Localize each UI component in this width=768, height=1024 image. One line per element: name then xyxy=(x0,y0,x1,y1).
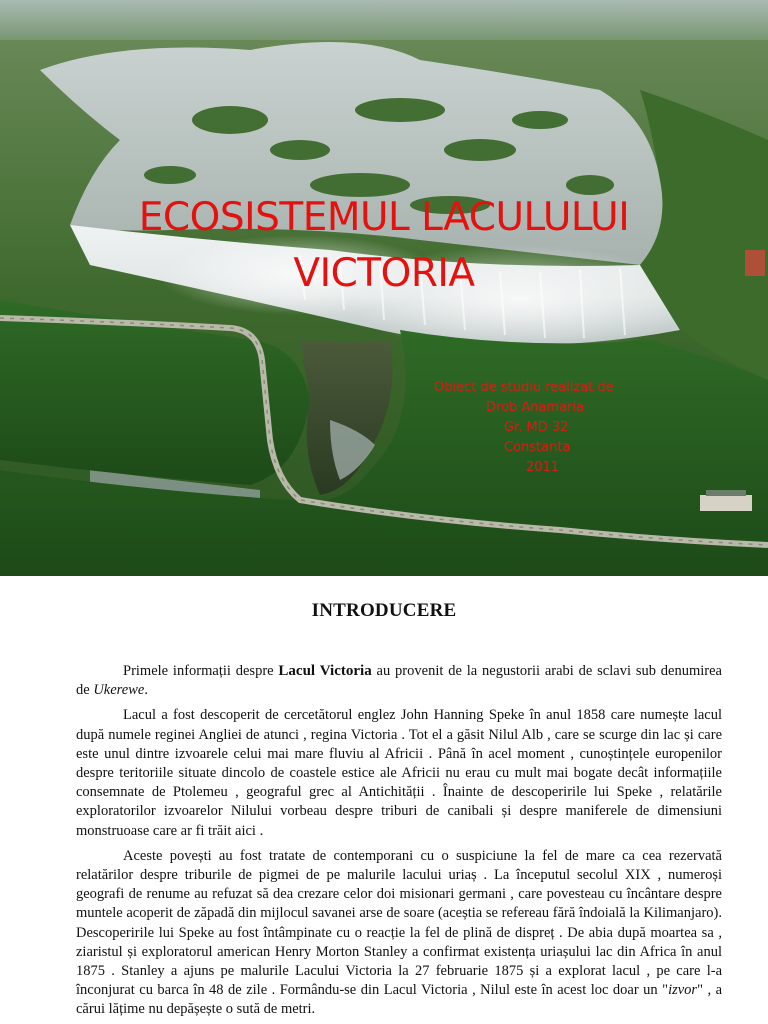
paragraph-3-text-a: Aceste povești au fost tratate de contemporani cu o suspiciune la fel de mare ca cea rezervată relatărilor despre triburile de pigmei de pe malurile lacului uriaș . La începutul secolul XIX , numeroși geografi de renume au refuzat să dea crezare celor doi misionari germani , care povesteau cu încântare despre muntele acoperit de zăpadă din mijlocul savanei arse de soare (aceștia se refereau fără îndoială la Kilimanjaro). Descoperirile lui Speke au fost întâmpinate cu o reacție la fel de plină de dispreț . De abia după moartea sa , ziaristul și exploratorul american Henry Morton Stanley a confirmat existența uriașului lac din Africa în anul 1875 . Stanley a ajuns pe malurile Lacului Victoria la 27 februarie 1875 și a explorat lacul , pe care l-a înconjurat cu barca în 48 de zile . Formându-se din Lacul Victoria , Nilul este în acest loc doar un " xyxy=(76,847,722,999)
document-text-page xyxy=(0,576,768,1024)
paragraph-2: Lacul a fost descoperit de cercetătorul englez John Hanning Speke în anul 1858 care numește lacul după numele reginei Angliei de atunci , regina Victoria . Tot el a găsit Nilul Alb , care se scurge din lac și care este unul dintre izvoarele celui mai mare fluviu al Africii . Până în acel moment , cunoștințele europenilor despre teritoriile situate dincolo de coastele estice ale Africii nu erau cu mult mai bogate decât informațiile consemnate de Ptolemeu , geograful grec al Antichității . Înainte de descoperirile lui Speke , relatările exploratorilor izvoarelor Nilului vorbeau despre triburi de canibali și despre maniferele de dimensiuni monstruoase care ar fi trăit aici . xyxy=(76,707,722,839)
ukerewe-italic: Ukerewe xyxy=(93,682,145,699)
cover-info-line: Obiect de studiu realizat de xyxy=(434,380,614,395)
cover-author-info xyxy=(410,378,680,478)
cover-info-line: Constanta xyxy=(504,440,571,455)
cover-title: ECOSISTEMUL LACULULUI VICTORIA xyxy=(138,195,630,296)
paragraph-1-text-c: au provenit de la negustorii arabi de sclavi sub denumirea de xyxy=(76,663,722,699)
cover-info-line: Drob Anamaria xyxy=(486,400,585,415)
cover-info-line: 2011 xyxy=(526,460,560,475)
document-body xyxy=(76,662,722,1024)
cover-info-line: Gr. MD 32 xyxy=(504,420,569,435)
paragraph-1-text-e: . xyxy=(144,682,148,699)
paragraph-3 xyxy=(76,847,722,1020)
paragraph-1 xyxy=(76,662,722,700)
paragraph-3-text-c: " , a cărui lățime nu depășește o sută de metri. xyxy=(76,982,723,1018)
izvor-italic: izvor xyxy=(668,982,698,999)
lake-name-bold: Lacul Victoria xyxy=(278,663,372,679)
section-heading: INTRODUCERE xyxy=(311,600,457,621)
paragraph-1-text-a: Primele informații despre xyxy=(123,663,279,679)
